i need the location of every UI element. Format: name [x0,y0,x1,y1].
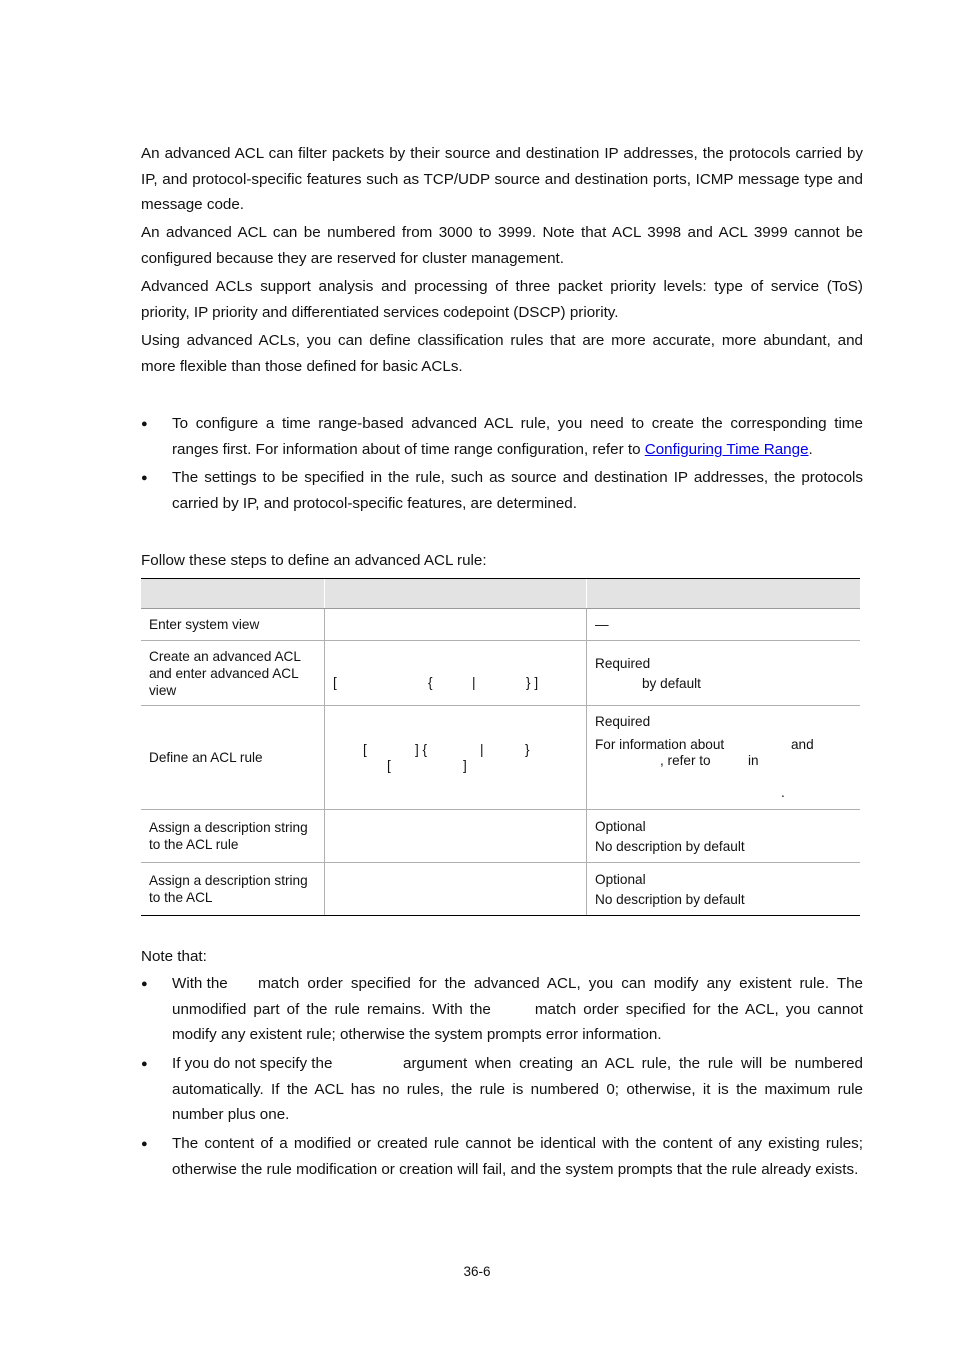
cmd-bar: | [472,675,476,690]
command-cell [325,706,587,810]
cmd-close: } ] [526,675,539,690]
remarks-cell [587,641,861,706]
cmd-mid: ] { [415,742,428,757]
remarks-cell [587,706,861,810]
bullet-icon: ● [141,418,148,430]
intro-paragraph-2: An advanced ACL can be numbered from 3000 to 3999. Note that ACL 3998 and ACL 3999 cannot be configured because they are reserved for cluster management. [141,224,863,267]
note-1-part-b [172,971,863,1048]
bullet-icon: ● [141,1058,148,1070]
remarks-line: No description by default [595,838,745,854]
remarks-cell [587,863,861,916]
command-cell [325,641,587,706]
table-header-row [141,579,860,609]
operation-cell: Enter system view [141,609,325,641]
steps-table [141,578,860,916]
note-1-text-end: match order specified for the ACL, you cannot modify any existent rule; otherwise the system prompts error information. [172,1000,863,1044]
remarks-line: , refer to [660,753,711,768]
prereq-bullet-1 [172,411,863,462]
bullet-icon: ● [141,1138,148,1150]
page-number: 36-6 [463,1264,491,1279]
prereq-bullet-2: The settings to be specified in the rule, such as source and destination IP addresses, the protocols carried by IP, and protocol-specific features, are determined. [172,469,863,512]
remarks-line: Required [595,655,651,671]
steps-intro: Follow these steps to define an advanced ACL rule: [141,552,487,569]
remarks-line: — [595,617,609,632]
remarks-line: Optional [595,871,646,887]
command-cell [325,863,587,916]
remarks-cell [587,810,861,863]
configuring-time-range-link[interactable]: Configuring Time Range [644,440,809,458]
table-row [141,706,860,810]
cmd-bar: | [480,742,484,757]
intro-paragraph-1: An advanced ACL can filter packets by their source and destination IP addresses, the protocols carried by IP, and protocol-specific features such as TCP/UDP source and destination ports, ICMP message type and message code. [141,145,863,214]
cmd-close: } [525,742,530,757]
note-bullet-3: The content of a modified or created rule cannot be identical with the content of any existing rules; otherwise the rule modification or creation will fail, and the system prompts that the rule already exists. [172,1135,863,1178]
command-cell [325,810,587,863]
cmd-brace: { [428,675,433,690]
remarks-line: . [781,785,785,800]
remarks-cell [587,609,861,641]
operation-cell: Define an ACL rule [141,706,325,810]
header-cell-operation [141,579,325,609]
prereq-bullet-1-end: . [808,440,813,458]
remarks-line: in [748,753,759,768]
header-cell-remarks [587,579,861,609]
operation-cell: Create an advanced ACL and enter advanced ACL view [141,641,325,706]
remarks-line: No description by default [595,891,745,907]
bullet-icon: ● [141,978,148,990]
command-cell [325,609,587,641]
table-row [141,810,860,863]
remarks-line: by default [642,675,701,691]
intro-paragraph-4: Using advanced ACLs, you can define classification rules that are more accurate, more abundant, and more flexible than those defined for basic ACLs. [141,332,863,375]
table-row [141,641,860,706]
note-1-text: match order specified for the advanced ACL, you can modify any existent rule. The unmodified part of the rule remains. With the [172,975,863,1018]
header-cell-command [325,579,587,609]
cmd-bracket: [ [363,742,367,757]
cmd-bracket-close-2: ] [463,758,467,773]
remarks-line: Optional [595,818,646,834]
operation-cell: Assign a description string to the ACL rule [141,810,325,863]
cmd-bracket: [ [333,675,337,690]
remarks-line: and [791,737,814,752]
table-row [141,863,860,916]
prereq-bullet-1-text: To configure a time range-based advanced ACL rule, you need to create the corresponding time ranges first. For information about of time range configuration, refer to [172,415,863,458]
table-row [141,609,860,641]
remarks-line: Required [595,714,651,729]
cmd-bracket-2: [ [387,758,391,773]
note-heading: Note that: [141,948,207,965]
operation-cell: Assign a description string to the ACL [141,863,325,916]
note-2-part-a: If you do not specify the [172,1055,333,1072]
intro-paragraph-3: Advanced ACLs support analysis and processing of three packet priority levels: type of service (ToS) priority, IP priority and differentiated services codepoint (DSCP) priority. [141,278,863,321]
remarks-line: For information about [595,737,725,752]
note-1-part-a: With the [172,975,228,992]
note-2-part-b: argument when creating an ACL rule, the rule will be numbered automatically. If the ACL has no rules, the rule is numbered 0; otherwise, it is the maximum rule number plus one. [172,1055,863,1124]
bullet-icon: ● [141,472,148,484]
